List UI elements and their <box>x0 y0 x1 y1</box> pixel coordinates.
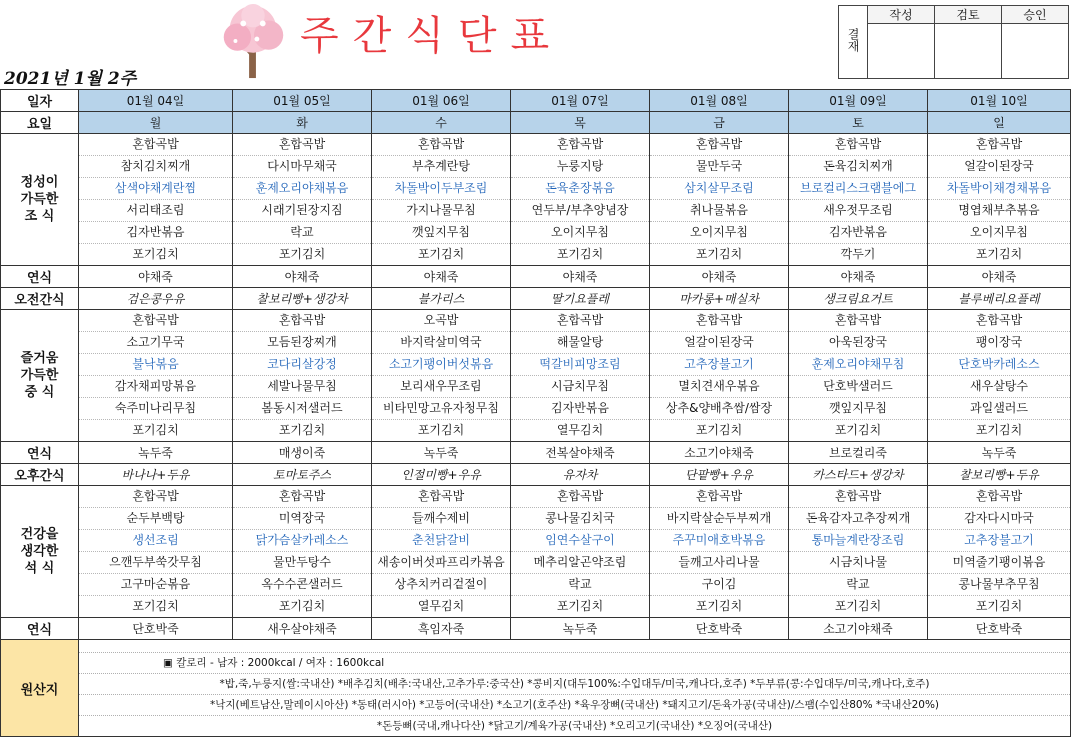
weekday-cell: 화 <box>233 112 372 134</box>
menu-item: 김자반볶음 <box>511 398 649 420</box>
menu-item: 혼합곡밥 <box>233 310 371 332</box>
pm_snack-cell: 찰보리빵+두유 <box>928 464 1071 486</box>
lunch-cell <box>511 310 650 442</box>
menu-item: 취나물볶음 <box>650 200 788 222</box>
dinner_porridge-cell: 단호박죽 <box>79 618 233 640</box>
lunch-row <box>1 310 1071 442</box>
menu-item: 혼합곡밥 <box>511 486 649 508</box>
menu-item: 포기김치 <box>695 599 743 613</box>
menu-item: 돈육춘장볶음 <box>511 178 649 200</box>
menu-item: 단호박샐러드 <box>789 376 927 398</box>
approval-box <box>838 5 1069 79</box>
breakfast-cell <box>928 134 1071 266</box>
dinner_porridge-cell: 단호박죽 <box>650 618 789 640</box>
lunch_porridge-cell: 녹두죽 <box>372 442 511 464</box>
weekday-cell: 토 <box>789 112 928 134</box>
lunch-cell <box>372 310 511 442</box>
menu-item: 포기김치 <box>278 247 326 261</box>
dinner_porridge-cell: 단호박죽 <box>928 618 1071 640</box>
dinner-cell <box>372 486 511 618</box>
menu-item: 포기김치 <box>556 247 604 261</box>
menu-item: 삼치살무조림 <box>650 178 788 200</box>
menu-item: 혼합곡밥 <box>928 486 1070 508</box>
origin-line: *돈등뼈(국내,캐나다산) *닭고기/계육가공(국내산) *오리고기(국내산) *오징어(국내산) <box>376 720 773 732</box>
menu-item: 혼합곡밥 <box>79 134 232 156</box>
menu-item: 고추장불고기 <box>650 354 788 376</box>
menu-item: 포기김치 <box>975 423 1023 437</box>
menu-item: 혼합곡밥 <box>233 134 371 156</box>
menu-item: 혼합곡밥 <box>511 310 649 332</box>
am_snack-cell: 딸기요플레 <box>511 288 650 310</box>
date-cell: 01월 07일 <box>511 90 650 112</box>
menu-item: 오이지무침 <box>928 222 1070 244</box>
menu-item: 포기김치 <box>132 599 179 613</box>
weekday-row <box>1 112 1071 134</box>
date-cell: 01월 10일 <box>928 90 1071 112</box>
dinner-cell <box>789 486 928 618</box>
menu-item: 멸치견새우볶음 <box>650 376 788 398</box>
dinner-label: 건강을 생각한 석 식 <box>1 486 79 618</box>
menu-item: 포기김치 <box>278 599 326 613</box>
menu-item: 순두부백탕 <box>79 508 232 530</box>
weekday-cell: 수 <box>372 112 511 134</box>
breakfast-cell <box>372 134 511 266</box>
menu-item: 포기김치 <box>417 423 465 437</box>
breakfast-cell <box>233 134 372 266</box>
menu-item: 들깨고사리나물 <box>650 552 788 574</box>
approval-col-review: 검토 <box>935 6 1002 24</box>
menu-item: 포기김치 <box>834 423 882 437</box>
origin-row <box>1 640 1071 737</box>
dinner-cell <box>650 486 789 618</box>
menu-item: 코다리살강정 <box>233 354 371 376</box>
menu-item: 아욱된장국 <box>789 332 927 354</box>
menu-item: 연두부/부추양념장 <box>511 200 649 222</box>
menu-item: 고구마순볶음 <box>79 574 232 596</box>
menu-item: 락교 <box>233 222 371 244</box>
lunch-cell <box>789 310 928 442</box>
menu-item: 혼합곡밥 <box>928 310 1070 332</box>
menu-item: 상추치커리겉절이 <box>372 574 510 596</box>
menu-item: 혼합곡밥 <box>789 310 927 332</box>
menu-item: 명엽채부추볶음 <box>928 200 1070 222</box>
am_snack-cell: 찰보리빵+생강차 <box>233 288 372 310</box>
menu-item: 혼합곡밥 <box>372 486 510 508</box>
page-title: 주간식단표 <box>300 13 564 59</box>
dinner-cell <box>928 486 1071 618</box>
lunch_porridge-cell: 녹두죽 <box>928 442 1071 464</box>
dinner_porridge-label: 연식 <box>1 618 79 640</box>
menu-item: 포기김치 <box>132 247 179 261</box>
blossom-tree-icon <box>214 2 292 80</box>
menu-item: 참치김치찌개 <box>79 156 232 178</box>
menu-item: 혼합곡밥 <box>372 134 510 156</box>
lunch_porridge-row <box>1 442 1071 464</box>
approval-sign-approve[interactable] <box>1002 24 1069 79</box>
menu-item: 해물알탕 <box>511 332 649 354</box>
menu-item: 상추&양배추쌈/쌈장 <box>650 398 788 420</box>
breakfast_porridge-label: 연식 <box>1 266 79 288</box>
pm_snack-label: 오후간식 <box>1 464 79 486</box>
dinner_porridge-cell: 흑임자죽 <box>372 618 511 640</box>
lunch-label: 즐거움 가득한 중 식 <box>1 310 79 442</box>
menu-item: 깍두기 <box>840 247 876 261</box>
date-cell: 01월 05일 <box>233 90 372 112</box>
menu-item: 혼합곡밥 <box>79 310 232 332</box>
pm_snack-row <box>1 464 1071 486</box>
menu-item: 새송이버섯파프리카볶음 <box>372 552 510 574</box>
weekday-cell: 월 <box>79 112 233 134</box>
calorie-note: ▣ 칼로리 - 남자 : 2000kcal / 여자 : 1600kcal <box>79 653 1070 674</box>
dinner_porridge-row <box>1 618 1071 640</box>
menu-item: 포기김치 <box>556 599 604 613</box>
lunch-cell <box>928 310 1071 442</box>
menu-item: 주꾸미애호박볶음 <box>650 530 788 552</box>
menu-item: 포기김치 <box>417 247 465 261</box>
menu-item: 깻잎지무침 <box>372 222 510 244</box>
menu-item: 임연수살구이 <box>511 530 649 552</box>
menu-item: 돈육김치찌개 <box>789 156 927 178</box>
menu-item: 고추장불고기 <box>928 530 1070 552</box>
menu-item: 불낙볶음 <box>79 354 232 376</box>
dinner_porridge-cell: 녹두죽 <box>511 618 650 640</box>
menu-item: 열무김치 <box>417 599 465 613</box>
menu-item: 다시마무채국 <box>233 156 371 178</box>
am_snack-cell: 블가리스 <box>372 288 511 310</box>
menu-item: 포기김치 <box>695 247 743 261</box>
origin-line: *낙지(베트남산,말레이시아산) *동태(러시아) *고등어(국내산) *소고기(호주산) *육우장뼈(국내산) *돼지고기/돈육가공(국내산)/스팸(수입산80% *국내산20%) <box>79 695 1070 716</box>
approval-col-author: 작성 <box>868 6 935 24</box>
breakfast_porridge-cell: 야채죽 <box>511 266 650 288</box>
menu-item: 과일샐러드 <box>928 398 1070 420</box>
menu-item: 물만두탕수 <box>233 552 371 574</box>
menu-item: 새우젓무조림 <box>789 200 927 222</box>
menu-item: 락교 <box>789 574 927 596</box>
date-cell: 01월 09일 <box>789 90 928 112</box>
menu-item: 차돌박이채경채볶음 <box>928 178 1070 200</box>
menu-item: 포기김치 <box>695 423 743 437</box>
menu-item: 김자반볶음 <box>789 222 927 244</box>
menu-item: 훈제오리야채볶음 <box>233 178 371 200</box>
menu-item: 브로컬리스크램블에그 <box>789 178 927 200</box>
weekday-label: 요일 <box>1 112 79 134</box>
dinner_porridge-cell: 소고기야채죽 <box>789 618 928 640</box>
menu-item: 오이지무침 <box>511 222 649 244</box>
pm_snack-cell: 인절미빵+우유 <box>372 464 511 486</box>
dinner-cell <box>511 486 650 618</box>
menu-item: 미역장국 <box>233 508 371 530</box>
am_snack-label: 오전간식 <box>1 288 79 310</box>
menu-item: 깻잎지무침 <box>789 398 927 420</box>
menu-item: 포기김치 <box>132 423 179 437</box>
menu-item: 바지락살미역국 <box>372 332 510 354</box>
menu-item: 들깨수제비 <box>372 508 510 530</box>
breakfast-cell <box>650 134 789 266</box>
approval-label: 결재 <box>839 6 868 79</box>
menu-item: 혼합곡밥 <box>79 486 232 508</box>
lunch_porridge-cell: 매생이죽 <box>233 442 372 464</box>
menu-item: 모듬된장찌개 <box>233 332 371 354</box>
lunch_porridge-cell: 전복살야채죽 <box>511 442 650 464</box>
menu-item: 시래기된장지짐 <box>233 200 371 222</box>
week-label: 2021년 1월 2주 <box>4 69 137 89</box>
menu-item: 오이지무침 <box>650 222 788 244</box>
menu-item: 혼합곡밥 <box>233 486 371 508</box>
menu-item: 가지나물무침 <box>372 200 510 222</box>
breakfast_porridge-cell: 야채죽 <box>79 266 233 288</box>
menu-item: 얼갈이된장국 <box>650 332 788 354</box>
menu-item: 부추계란탕 <box>372 156 510 178</box>
pm_snack-cell: 바나나+두유 <box>79 464 233 486</box>
weekly-menu-table <box>0 89 1071 737</box>
breakfast-label: 정성이 가득한 조 식 <box>1 134 79 266</box>
menu-item: 시금치무침 <box>511 376 649 398</box>
menu-item: 얼갈이된장국 <box>928 156 1070 178</box>
breakfast_porridge-cell: 야채죽 <box>372 266 511 288</box>
menu-item: 생선조림 <box>79 530 232 552</box>
pm_snack-cell: 단팥빵+우유 <box>650 464 789 486</box>
date-label: 일자 <box>1 90 79 112</box>
breakfast_porridge-cell: 야채죽 <box>650 266 789 288</box>
approval-col-approve: 승인 <box>1002 6 1069 24</box>
menu-item: 옥수수콘샐러드 <box>233 574 371 596</box>
dinner_porridge-cell: 새우살야채죽 <box>233 618 372 640</box>
menu-item: 비타민망고유자청무침 <box>372 398 510 420</box>
menu-item: 떡갈비피망조림 <box>511 354 649 376</box>
menu-item: 누룽지탕 <box>511 156 649 178</box>
menu-item: 포기김치 <box>834 599 882 613</box>
weekday-cell: 목 <box>511 112 650 134</box>
menu-item: 혼합곡밥 <box>789 486 927 508</box>
am_snack-cell: 블루베리요플레 <box>928 288 1071 310</box>
breakfast-cell <box>79 134 233 266</box>
menu-item: 콩나물부추무침 <box>928 574 1070 596</box>
dinner-cell <box>79 486 233 618</box>
menu-item: 혼합곡밥 <box>789 134 927 156</box>
menu-item: 포기김치 <box>975 247 1023 261</box>
menu-item: 혼합곡밥 <box>650 310 788 332</box>
menu-item: 팽이장국 <box>928 332 1070 354</box>
dinner-row <box>1 486 1071 618</box>
breakfast_porridge-cell: 야채죽 <box>233 266 372 288</box>
date-cell: 01월 06일 <box>372 90 511 112</box>
menu-item: 콩나물김치국 <box>511 508 649 530</box>
menu-item: 포기김치 <box>278 423 326 437</box>
breakfast_porridge-cell: 야채죽 <box>789 266 928 288</box>
weekday-cell: 일 <box>928 112 1071 134</box>
origin-label: 원산지 <box>1 640 79 737</box>
menu-item: 감자채피망볶음 <box>79 376 232 398</box>
menu-item: 봄동시저샐러드 <box>233 398 371 420</box>
menu-item: 서리태조림 <box>79 200 232 222</box>
weekday-cell: 금 <box>650 112 789 134</box>
menu-item: 구이김 <box>650 574 788 596</box>
menu-item: 닭가슴살카레소스 <box>233 530 371 552</box>
menu-item: 단호박카레소스 <box>928 354 1070 376</box>
menu-item: 삼색야채계란찜 <box>79 178 232 200</box>
menu-item: 김자반볶음 <box>79 222 232 244</box>
breakfast-cell <box>789 134 928 266</box>
date-cell: 01월 08일 <box>650 90 789 112</box>
am_snack-cell: 마카롱+매실차 <box>650 288 789 310</box>
page-header <box>0 0 1077 92</box>
dinner-cell <box>233 486 372 618</box>
menu-item: 혼합곡밥 <box>650 486 788 508</box>
pm_snack-cell: 유자차 <box>511 464 650 486</box>
lunch-cell <box>79 310 233 442</box>
lunch_porridge-cell: 녹두죽 <box>79 442 233 464</box>
breakfast-row <box>1 134 1071 266</box>
origin-cell <box>79 640 1071 737</box>
menu-item: 혼합곡밥 <box>511 134 649 156</box>
am_snack-cell: 검은콩우유 <box>79 288 233 310</box>
am_snack-row <box>1 288 1071 310</box>
lunch_porridge-label: 연식 <box>1 442 79 464</box>
menu-item: 세발나물무침 <box>233 376 371 398</box>
menu-item: 혼합곡밥 <box>928 134 1070 156</box>
pm_snack-cell: 카스타드+생강차 <box>789 464 928 486</box>
breakfast-cell <box>511 134 650 266</box>
menu-item: 통마늘계란장조림 <box>789 530 927 552</box>
menu-item: 오곡밥 <box>372 310 510 332</box>
menu-item: 춘천닭갈비 <box>372 530 510 552</box>
lunch_porridge-cell: 소고기야채죽 <box>650 442 789 464</box>
pm_snack-cell: 토마토주스 <box>233 464 372 486</box>
lunch_porridge-cell: 브로컬리죽 <box>789 442 928 464</box>
menu-item: 메추리알곤약조림 <box>511 552 649 574</box>
breakfast_porridge-row <box>1 266 1071 288</box>
date-row <box>1 90 1071 112</box>
menu-item: 물만두국 <box>650 156 788 178</box>
approval-sign-review[interactable] <box>935 24 1002 79</box>
menu-item: 바지락살순두부찌개 <box>650 508 788 530</box>
lunch-cell <box>650 310 789 442</box>
date-cell: 01월 04일 <box>79 90 233 112</box>
menu-item: 포기김치 <box>975 599 1023 613</box>
menu-item: 훈제오리야채무침 <box>789 354 927 376</box>
menu-item: 감자다시마국 <box>928 508 1070 530</box>
menu-item: 락교 <box>511 574 649 596</box>
origin-line: *밥,죽,누룽지(쌀:국내산) *배추김치(배추:국내산,고추가루:중국산) *콩비지(대두100%:수입대두/미국,캐나다,호주) *두부류(콩:수입대두/미국,캐나다,호주) <box>79 674 1070 695</box>
am_snack-cell: 생크림요거트 <box>789 288 928 310</box>
menu-item: 미역줄기팽이볶음 <box>928 552 1070 574</box>
menu-item: 새우살탕수 <box>928 376 1070 398</box>
menu-item: 보리새우무조림 <box>372 376 510 398</box>
approval-sign-author[interactable] <box>868 24 935 79</box>
menu-item: 시금치나물 <box>789 552 927 574</box>
lunch-cell <box>233 310 372 442</box>
menu-item: 소고기무국 <box>79 332 232 354</box>
menu-item: 돈육감자고추장찌개 <box>789 508 927 530</box>
menu-item: 숙주미나리무침 <box>79 398 232 420</box>
menu-item: 소고기팽이버섯볶음 <box>372 354 510 376</box>
menu-item: 차돌박이두부조림 <box>372 178 510 200</box>
menu-item: 열무김치 <box>556 423 604 437</box>
menu-item: 으깬두부쑥갓무침 <box>79 552 232 574</box>
menu-item: 혼합곡밥 <box>650 134 788 156</box>
breakfast_porridge-cell: 야채죽 <box>928 266 1071 288</box>
